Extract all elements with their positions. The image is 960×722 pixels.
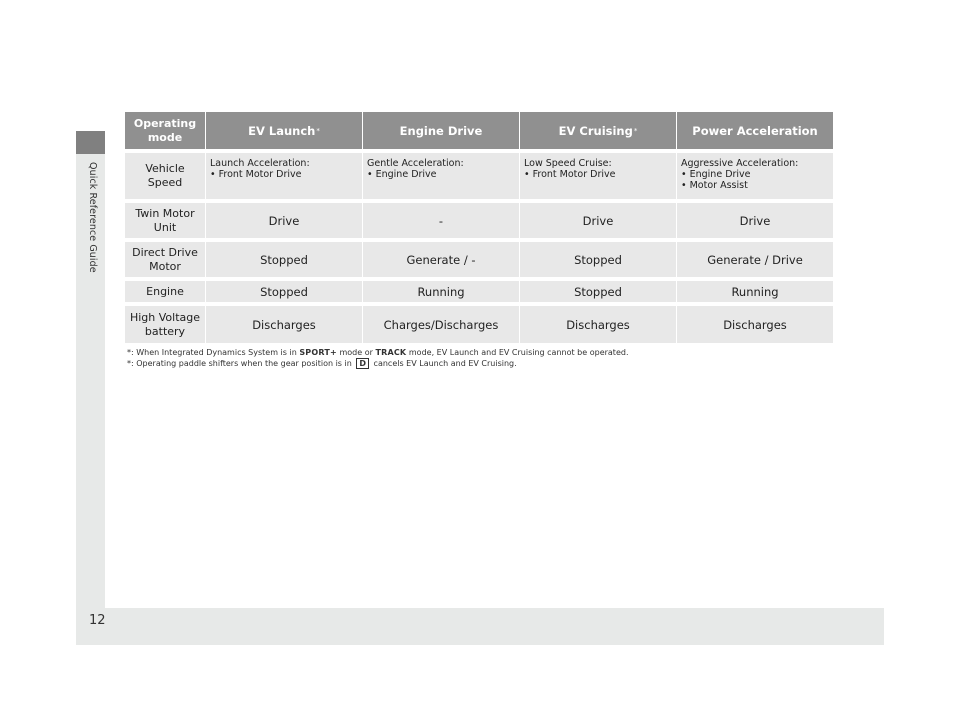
- footnote-text: mode, EV Launch and EV Cruising cannot be operated.: [408, 348, 629, 357]
- row-label: High Voltage battery: [129, 310, 201, 338]
- table-cell: Drive: [676, 203, 833, 238]
- bullet-icon: •: [681, 180, 687, 191]
- footnote-text: *: When Integrated Dynamics System is in: [127, 348, 297, 357]
- bullet-icon: •: [681, 169, 687, 180]
- table-cell: Drive: [519, 203, 676, 238]
- header-label: EV Launch: [248, 123, 316, 138]
- table-cell: Discharges: [519, 306, 676, 343]
- footnote-text: cancels EV Launch and EV Cruising.: [373, 359, 517, 368]
- header-ev-launch: [205, 112, 362, 149]
- operating-mode-table: [125, 112, 833, 347]
- table-row-vehicle-speed: [125, 153, 833, 199]
- gear-d-icon: D: [356, 358, 369, 369]
- table-cell: Stopped: [519, 281, 676, 302]
- footnote-text: mode or: [339, 348, 373, 357]
- header-label: EV Cruising: [558, 123, 633, 138]
- table-cell: Running: [676, 281, 833, 302]
- table-cell: Discharges: [676, 306, 833, 343]
- page-number: 12: [89, 613, 106, 628]
- table-row-twin-motor-unit: [125, 203, 833, 238]
- cell-item: Engine Drive: [689, 169, 751, 180]
- section-tab: [76, 131, 105, 154]
- table-cell: -: [362, 203, 519, 238]
- table-row-high-voltage-battery: [125, 306, 833, 343]
- table-cell: Discharges: [205, 306, 362, 343]
- table-cell: Charges/Discharges: [362, 306, 519, 343]
- table-cell: Stopped: [205, 242, 362, 277]
- footnote-1: [127, 347, 628, 358]
- cell-title: Gentle Acceleration:: [367, 158, 464, 169]
- vehicle-speed-cell: [519, 153, 676, 199]
- row-label: Engine: [146, 284, 184, 298]
- table-row-direct-drive-motor: [125, 242, 833, 277]
- cell-item: Motor Assist: [689, 180, 748, 191]
- bullet-icon: •: [524, 169, 530, 180]
- header-ev-cruising: [519, 112, 676, 149]
- mode-track: TRACK: [375, 348, 407, 357]
- cell-title: Low Speed Cruise:: [524, 158, 612, 169]
- header-power-acceleration: [676, 112, 833, 149]
- table-cell: Generate / Drive: [676, 242, 833, 277]
- table-cell: Stopped: [205, 281, 362, 302]
- row-label: Direct Drive Motor: [132, 245, 198, 273]
- side-label: Quick Reference Guide: [87, 162, 98, 273]
- cell-item: Engine Drive: [375, 169, 437, 180]
- header-label: Power Acceleration: [692, 123, 818, 138]
- header-engine-drive: [362, 112, 519, 149]
- footnote-text: *: Operating paddle shifters when the gear position is in: [127, 359, 352, 368]
- bullet-icon: •: [210, 169, 216, 180]
- mode-sport-plus: SPORT+: [299, 348, 337, 357]
- table-cell: Running: [362, 281, 519, 302]
- header-label: Engine Drive: [399, 123, 483, 138]
- cell-item: Front Motor Drive: [532, 169, 616, 180]
- footnote-marker: *: [633, 126, 638, 135]
- bullet-icon: •: [367, 169, 373, 180]
- table-header-row: [125, 112, 833, 149]
- table-cell: Stopped: [519, 242, 676, 277]
- vehicle-speed-cell: [676, 153, 833, 199]
- cell-title: Launch Acceleration:: [210, 158, 310, 169]
- vehicle-speed-cell: [362, 153, 519, 199]
- cell-title: Aggressive Acceleration:: [681, 158, 799, 169]
- footnotes: [127, 347, 628, 369]
- row-label: Vehicle Speed: [145, 162, 185, 189]
- cell-item: Front Motor Drive: [218, 169, 302, 180]
- table-cell: Generate / -: [362, 242, 519, 277]
- vehicle-speed-cell: [205, 153, 362, 199]
- footnote-2: [127, 358, 628, 369]
- table-cell: Drive: [205, 203, 362, 238]
- header-operating-mode: Operating mode: [133, 116, 197, 144]
- footnote-marker: *: [316, 126, 320, 135]
- row-label: Twin Motor Unit: [135, 206, 195, 234]
- table-row-engine: [125, 281, 833, 302]
